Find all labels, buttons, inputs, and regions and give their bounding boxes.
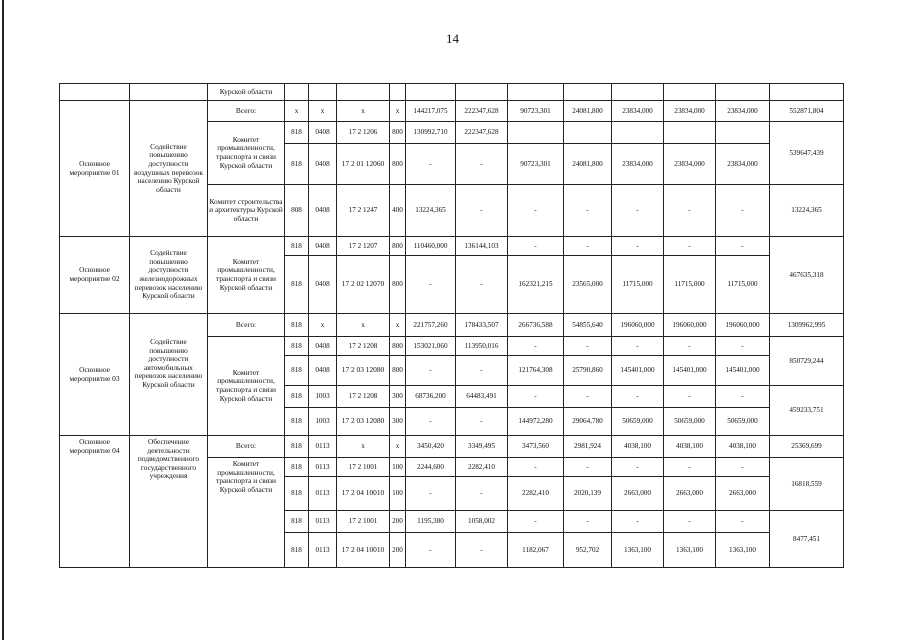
grbs-cell: 818 bbox=[285, 436, 309, 458]
rzpr-cell: 0113 bbox=[309, 477, 337, 511]
grbs-cell: 818 bbox=[285, 533, 309, 568]
sum-cell: 850729,244 bbox=[770, 337, 844, 386]
vr-cell: 400 bbox=[390, 185, 406, 237]
value-cell: - bbox=[508, 386, 564, 408]
vr-cell: x bbox=[390, 101, 406, 122]
value-cell: 145401,000 bbox=[612, 356, 664, 386]
csr-cell: 17 2 1207 bbox=[337, 237, 390, 256]
vr-cell: 200 bbox=[390, 533, 406, 568]
table-row bbox=[60, 101, 844, 122]
csr-cell: 17 2 1001 bbox=[337, 458, 390, 477]
value-cell: 222347,628 bbox=[456, 122, 508, 144]
value-cell: 145401,000 bbox=[716, 356, 770, 386]
rzpr-cell: x bbox=[309, 314, 337, 337]
value-cell: 68736,200 bbox=[406, 386, 456, 408]
event-name: Основное мероприятие 03 bbox=[60, 314, 130, 436]
value-cell: 25790,860 bbox=[564, 356, 612, 386]
value-cell: 221757,260 bbox=[406, 314, 456, 337]
value-cell: 1058,002 bbox=[456, 511, 508, 533]
sum-cell: 467635,318 bbox=[770, 237, 844, 314]
value-cell: - bbox=[664, 337, 716, 356]
rzpr-cell: x bbox=[309, 101, 337, 122]
value-cell: 90723,301 bbox=[508, 144, 564, 185]
value-cell: 153021,060 bbox=[406, 337, 456, 356]
value-cell: - bbox=[564, 511, 612, 533]
value-cell: 50659,000 bbox=[716, 408, 770, 436]
sum-cell: 552871,804 bbox=[770, 101, 844, 122]
total-label: Всего: bbox=[208, 314, 285, 337]
rzpr-cell: 0408 bbox=[309, 256, 337, 314]
vr-cell: 800 bbox=[390, 356, 406, 386]
executor-cell: Курской области bbox=[208, 84, 285, 101]
vr-cell: 800 bbox=[390, 144, 406, 185]
value-cell: - bbox=[456, 408, 508, 436]
grbs-cell: 818 bbox=[285, 337, 309, 356]
event-goal: Содействие повышению доступности железнодорожных перевозок населению Курской области bbox=[130, 237, 208, 314]
grbs-cell: x bbox=[285, 101, 309, 122]
value-cell: - bbox=[406, 144, 456, 185]
event-name: Основное мероприятие 02 bbox=[60, 237, 130, 314]
value-cell: - bbox=[716, 185, 770, 237]
value-cell: 11715,000 bbox=[612, 256, 664, 314]
value-cell: - bbox=[664, 185, 716, 237]
value-cell: 113950,016 bbox=[456, 337, 508, 356]
sum-cell: 539647,439 bbox=[770, 122, 844, 185]
value-cell: - bbox=[508, 185, 564, 237]
value-cell: - bbox=[456, 185, 508, 237]
value-cell: - bbox=[456, 533, 508, 568]
value-cell: - bbox=[564, 237, 612, 256]
rzpr-cell: 0408 bbox=[309, 144, 337, 185]
value-cell: - bbox=[612, 185, 664, 237]
vr-cell: 800 bbox=[390, 122, 406, 144]
value-cell bbox=[508, 122, 564, 144]
rzpr-cell: 0113 bbox=[309, 458, 337, 477]
value-cell: 24081,800 bbox=[564, 144, 612, 185]
value-cell: - bbox=[612, 337, 664, 356]
value-cell: 11715,000 bbox=[716, 256, 770, 314]
value-cell: 2282,410 bbox=[508, 477, 564, 511]
value-cell: 13224,365 bbox=[406, 185, 456, 237]
rzpr-cell: 1003 bbox=[309, 408, 337, 436]
value-cell: - bbox=[406, 356, 456, 386]
value-cell: 196060,000 bbox=[716, 314, 770, 337]
value-cell: 178433,507 bbox=[456, 314, 508, 337]
value-cell: - bbox=[406, 256, 456, 314]
value-cell: 29064,780 bbox=[564, 408, 612, 436]
value-cell: - bbox=[716, 458, 770, 477]
vr-cell: 800 bbox=[390, 237, 406, 256]
value-cell: 23834,000 bbox=[664, 144, 716, 185]
vr-cell: x bbox=[390, 436, 406, 458]
value-cell bbox=[564, 122, 612, 144]
rzpr-cell: 0408 bbox=[309, 337, 337, 356]
value-cell: - bbox=[716, 337, 770, 356]
event-goal: Содействие повышению доступности воздушных перевозок населению Курской области bbox=[130, 101, 208, 237]
vr-cell: 200 bbox=[390, 511, 406, 533]
rzpr-cell: 0113 bbox=[309, 511, 337, 533]
vr-cell: x bbox=[390, 314, 406, 337]
rzpr-cell: 0408 bbox=[309, 185, 337, 237]
csr-cell: 17 2 1001 bbox=[337, 511, 390, 533]
sum-cell: 25369,699 bbox=[770, 436, 844, 458]
sum-cell: 459233,751 bbox=[770, 386, 844, 436]
value-cell: - bbox=[508, 237, 564, 256]
value-cell: 196060,000 bbox=[664, 314, 716, 337]
scan-edge bbox=[2, 0, 4, 640]
csr-cell: 17 2 01 12060 bbox=[337, 144, 390, 185]
value-cell: - bbox=[456, 144, 508, 185]
value-cell: 3450,420 bbox=[406, 436, 456, 458]
vr-cell: 300 bbox=[390, 386, 406, 408]
executor-cell: Комитет строительства и архитектуры Курской области bbox=[208, 185, 285, 237]
value-cell: 196060,000 bbox=[612, 314, 664, 337]
grbs-cell: 818 bbox=[285, 477, 309, 511]
csr-cell: x bbox=[337, 101, 390, 122]
grbs-cell: 808 bbox=[285, 185, 309, 237]
table-row bbox=[60, 237, 844, 256]
value-cell: 266736,588 bbox=[508, 314, 564, 337]
grbs-cell: 818 bbox=[285, 237, 309, 256]
grbs-cell: 818 bbox=[285, 256, 309, 314]
total-label: Всего: bbox=[208, 436, 285, 458]
value-cell: 2981,924 bbox=[564, 436, 612, 458]
value-cell: - bbox=[716, 386, 770, 408]
value-cell: 2663,000 bbox=[716, 477, 770, 511]
value-cell: - bbox=[564, 386, 612, 408]
vr-cell: 100 bbox=[390, 458, 406, 477]
value-cell: - bbox=[664, 237, 716, 256]
table-row bbox=[60, 436, 844, 458]
value-cell: - bbox=[716, 237, 770, 256]
value-cell: - bbox=[564, 458, 612, 477]
executor-cell: Комитет промышленности, транспорта и связи Курской области bbox=[208, 237, 285, 314]
sum-cell: 16818,559 bbox=[770, 458, 844, 511]
value-cell: 11715,000 bbox=[664, 256, 716, 314]
event-goal: Содействие повышению доступности автомобильных перевозок населению Курской области bbox=[130, 314, 208, 436]
value-cell: - bbox=[564, 185, 612, 237]
value-cell: 145401,000 bbox=[664, 356, 716, 386]
value-cell: 222347,628 bbox=[456, 101, 508, 122]
grbs-cell: 818 bbox=[285, 144, 309, 185]
value-cell: - bbox=[406, 477, 456, 511]
value-cell bbox=[612, 122, 664, 144]
vr-cell: 300 bbox=[390, 408, 406, 436]
value-cell: 2663,000 bbox=[664, 477, 716, 511]
value-cell: 23834,000 bbox=[612, 144, 664, 185]
csr-cell: 17 2 03 12080 bbox=[337, 408, 390, 436]
value-cell: - bbox=[664, 458, 716, 477]
value-cell: 1195,380 bbox=[406, 511, 456, 533]
grbs-cell: 818 bbox=[285, 122, 309, 144]
csr-cell: x bbox=[337, 436, 390, 458]
value-cell: 952,702 bbox=[564, 533, 612, 568]
rzpr-cell: 0408 bbox=[309, 237, 337, 256]
rzpr-cell: 0113 bbox=[309, 436, 337, 458]
budget-table bbox=[59, 83, 844, 568]
value-cell: 162321,215 bbox=[508, 256, 564, 314]
value-cell: 144217,075 bbox=[406, 101, 456, 122]
event-name: Основное мероприятие 01 bbox=[60, 101, 130, 237]
value-cell: 2663,000 bbox=[612, 477, 664, 511]
grbs-cell: 818 bbox=[285, 356, 309, 386]
value-cell: 90723,301 bbox=[508, 101, 564, 122]
value-cell: 2282,410 bbox=[456, 458, 508, 477]
sum-cell: 1309962,995 bbox=[770, 314, 844, 337]
value-cell: 3349,495 bbox=[456, 436, 508, 458]
value-cell: 24081,800 bbox=[564, 101, 612, 122]
value-cell: - bbox=[456, 356, 508, 386]
grbs-cell: 818 bbox=[285, 511, 309, 533]
value-cell: - bbox=[456, 477, 508, 511]
value-cell: 23834,000 bbox=[716, 101, 770, 122]
total-label: Всего: bbox=[208, 101, 285, 122]
value-cell: 64483,491 bbox=[456, 386, 508, 408]
value-cell: 23834,000 bbox=[664, 101, 716, 122]
value-cell: 136144,103 bbox=[456, 237, 508, 256]
value-cell: 2020,139 bbox=[564, 477, 612, 511]
value-cell: - bbox=[456, 256, 508, 314]
value-cell: 1363,100 bbox=[612, 533, 664, 568]
executor-cell: Комитет промышленности, транспорта и связи Курской области bbox=[208, 337, 285, 436]
value-cell bbox=[716, 122, 770, 144]
value-cell: - bbox=[508, 337, 564, 356]
value-cell: 1182,067 bbox=[508, 533, 564, 568]
value-cell: 2244,600 bbox=[406, 458, 456, 477]
event-name: Основное мероприятие 04 bbox=[60, 436, 130, 568]
csr-cell: 17 2 02 12070 bbox=[337, 256, 390, 314]
vr-cell: 100 bbox=[390, 477, 406, 511]
value-cell: 144972,280 bbox=[508, 408, 564, 436]
csr-cell: 17 2 03 12080 bbox=[337, 356, 390, 386]
value-cell: - bbox=[664, 386, 716, 408]
value-cell: 50659,000 bbox=[664, 408, 716, 436]
value-cell: - bbox=[612, 237, 664, 256]
value-cell: 3473,560 bbox=[508, 436, 564, 458]
page-number: 14 bbox=[446, 31, 459, 46]
value-cell: - bbox=[664, 511, 716, 533]
csr-cell: x bbox=[337, 314, 390, 337]
value-cell: 4038,100 bbox=[716, 436, 770, 458]
grbs-cell: 818 bbox=[285, 408, 309, 436]
value-cell: 50659,000 bbox=[612, 408, 664, 436]
grbs-cell: 818 bbox=[285, 314, 309, 337]
rzpr-cell: 1003 bbox=[309, 386, 337, 408]
value-cell: 121764,308 bbox=[508, 356, 564, 386]
grbs-cell: 818 bbox=[285, 458, 309, 477]
value-cell: 130992,710 bbox=[406, 122, 456, 144]
value-cell: 4038,100 bbox=[612, 436, 664, 458]
event-goal: Обеспечение деятельности подведомственного государственного учреждения bbox=[130, 436, 208, 568]
value-cell: - bbox=[612, 458, 664, 477]
rzpr-cell: 0113 bbox=[309, 533, 337, 568]
vr-cell: 800 bbox=[390, 337, 406, 356]
value-cell: 23834,000 bbox=[612, 101, 664, 122]
csr-cell: 17 2 1247 bbox=[337, 185, 390, 237]
table-row bbox=[60, 314, 844, 337]
sum-cell: 8477,451 bbox=[770, 511, 844, 568]
grbs-cell: 818 bbox=[285, 386, 309, 408]
csr-cell: 17 2 1206 bbox=[337, 122, 390, 144]
executor-cell: Комитет промышленности, транспорта и связи Курской области bbox=[208, 122, 285, 185]
sum-cell: 13224,365 bbox=[770, 185, 844, 237]
table-row bbox=[60, 84, 844, 101]
value-cell: - bbox=[406, 408, 456, 436]
csr-cell: 17 2 04 10010 bbox=[337, 477, 390, 511]
vr-cell: 800 bbox=[390, 256, 406, 314]
csr-cell: 17 2 04 10010 bbox=[337, 533, 390, 568]
csr-cell: 17 2 1208 bbox=[337, 337, 390, 356]
value-cell bbox=[664, 122, 716, 144]
csr-cell: 17 2 1208 bbox=[337, 386, 390, 408]
value-cell: - bbox=[564, 337, 612, 356]
executor-cell: Комитет промышленности, транспорта и связи Курской области bbox=[208, 458, 285, 568]
value-cell: 1363,100 bbox=[664, 533, 716, 568]
value-cell: - bbox=[612, 511, 664, 533]
value-cell: 23834,000 bbox=[716, 144, 770, 185]
value-cell: 110460,000 bbox=[406, 237, 456, 256]
rzpr-cell: 0408 bbox=[309, 122, 337, 144]
value-cell: - bbox=[508, 458, 564, 477]
value-cell: - bbox=[508, 511, 564, 533]
value-cell: - bbox=[612, 386, 664, 408]
value-cell: - bbox=[406, 533, 456, 568]
value-cell: - bbox=[716, 511, 770, 533]
rzpr-cell: 0408 bbox=[309, 356, 337, 386]
value-cell: 1363,100 bbox=[716, 533, 770, 568]
value-cell: 23565,000 bbox=[564, 256, 612, 314]
value-cell: 4038,100 bbox=[664, 436, 716, 458]
value-cell: 54855,640 bbox=[564, 314, 612, 337]
